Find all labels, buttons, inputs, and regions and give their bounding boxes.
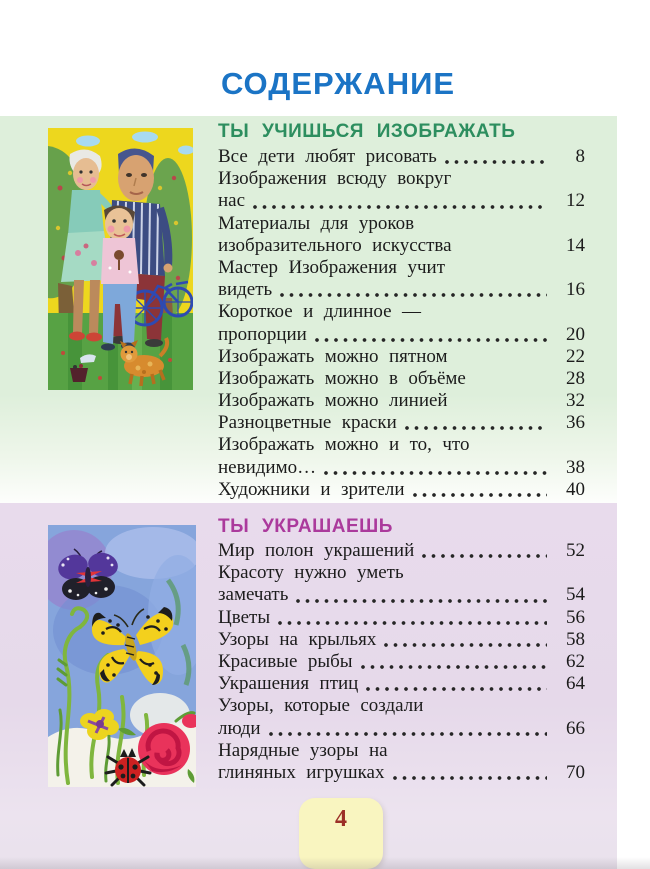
dot-leader bbox=[313, 324, 551, 346]
entry-title: нас bbox=[218, 190, 246, 212]
entry-page-number: 38 bbox=[566, 456, 585, 478]
dot-leader bbox=[410, 562, 551, 584]
toc-entry-line bbox=[218, 673, 585, 695]
entry-page-number: 12 bbox=[566, 190, 585, 212]
entry-title: Короткое и длинное — bbox=[218, 301, 422, 323]
entry-title: глиняных игрушках bbox=[218, 761, 385, 783]
entry-title: замечать bbox=[218, 584, 289, 606]
entry-page-number: 20 bbox=[566, 323, 585, 345]
dot-leader bbox=[454, 390, 551, 412]
section-you-learn-to-depict bbox=[0, 116, 617, 503]
entry-title: Узоры на крыльях bbox=[218, 628, 377, 650]
entry-page-number: 28 bbox=[566, 367, 585, 389]
toc-entry-line bbox=[218, 540, 585, 562]
entry-title: Все дети любят рисовать bbox=[218, 146, 437, 167]
family-drawing-illustration bbox=[48, 128, 193, 390]
toc-entry-line bbox=[218, 301, 585, 323]
entry-title: люди bbox=[218, 717, 261, 739]
toc-entry-line bbox=[218, 562, 585, 584]
toc-entry-line bbox=[218, 324, 585, 346]
toc-entry-line bbox=[218, 190, 585, 212]
dot-leader bbox=[458, 235, 551, 257]
dot-leader bbox=[382, 629, 551, 651]
dot-leader bbox=[472, 368, 551, 390]
entry-page-number: 54 bbox=[566, 584, 585, 606]
entry-title: Мир полон украшений bbox=[218, 540, 415, 561]
toc-entry-line bbox=[218, 257, 585, 279]
toc-entry-line bbox=[218, 168, 585, 190]
butterflies-drawing-illustration bbox=[48, 525, 196, 787]
dot-leader bbox=[420, 540, 551, 562]
entry-title: Художники и зрители bbox=[218, 478, 405, 500]
toc-entry-line bbox=[218, 651, 585, 673]
toc-entry-line bbox=[218, 390, 585, 412]
family-with-bicycle-picture bbox=[48, 128, 193, 390]
entry-page-number: 64 bbox=[566, 673, 585, 695]
entry-page-number: 40 bbox=[566, 478, 585, 500]
toc-entry-line bbox=[218, 146, 585, 168]
dot-leader bbox=[443, 146, 551, 168]
toc-entry-line bbox=[218, 740, 585, 762]
entry-title: Разноцветные краски bbox=[218, 412, 397, 434]
dot-leader bbox=[427, 301, 551, 323]
entry-title: видеть bbox=[218, 279, 273, 301]
toc-entry-line bbox=[218, 607, 585, 629]
dot-leader bbox=[454, 346, 551, 368]
toc-entry-line bbox=[218, 346, 585, 368]
dot-leader bbox=[276, 607, 551, 629]
entry-title: Красоту нужно уметь bbox=[218, 562, 404, 584]
page-number: 4 bbox=[335, 806, 347, 832]
entry-title: Изображать можно в объёме bbox=[218, 367, 466, 389]
toc-entry-line bbox=[218, 457, 585, 479]
dot-leader bbox=[359, 651, 551, 673]
entry-title: Украшения птиц bbox=[218, 673, 359, 695]
entry-page-number: 16 bbox=[566, 279, 585, 301]
toc-entry-line bbox=[218, 368, 585, 390]
section-header-you-decorate: ТЫ УКРАШАЕШЬ bbox=[218, 516, 393, 537]
entry-title: пропорции bbox=[218, 323, 307, 345]
entry-title: Узоры, которые создали bbox=[218, 695, 424, 717]
entry-title: изобразительного искусства bbox=[218, 234, 452, 256]
entry-page-number: 52 bbox=[566, 540, 585, 561]
entry-title: Изображения всюду вокруг bbox=[218, 168, 452, 190]
dot-leader bbox=[394, 740, 551, 762]
dot-leader bbox=[322, 457, 551, 479]
dot-leader bbox=[475, 434, 551, 456]
dot-leader bbox=[420, 213, 551, 235]
toc-entry-line bbox=[218, 479, 585, 501]
section-header-you-learn-to-depict: ТЫ УЧИШЬСЯ ИЗОБРАЖАТЬ bbox=[218, 121, 516, 142]
dot-leader bbox=[278, 279, 551, 301]
entry-title: Материалы для уроков bbox=[218, 212, 415, 234]
toc-entry-line bbox=[218, 584, 585, 606]
entry-title: Цветы bbox=[218, 606, 271, 628]
dot-leader bbox=[451, 257, 551, 279]
butterflies-and-flowers-picture bbox=[48, 525, 196, 787]
entry-page-number: 14 bbox=[566, 234, 585, 256]
entry-page-number: 56 bbox=[566, 606, 585, 628]
toc-rows-section-2 bbox=[218, 540, 585, 784]
toc-entry-line bbox=[218, 235, 585, 257]
entry-page-number: 8 bbox=[575, 146, 585, 167]
dot-leader bbox=[403, 412, 551, 434]
toc-entry-line bbox=[218, 718, 585, 740]
dot-leader bbox=[364, 673, 551, 695]
dot-leader bbox=[294, 584, 551, 606]
entry-title: Изображать можно линией bbox=[218, 390, 448, 412]
toc-entry-line bbox=[218, 629, 585, 651]
entry-page-number: 62 bbox=[566, 650, 585, 672]
entry-page-number: 32 bbox=[566, 390, 585, 412]
dot-leader bbox=[429, 695, 551, 717]
toc-rows-section-1 bbox=[218, 146, 585, 501]
entry-title: Красивые рыбы bbox=[218, 650, 353, 672]
entry-page-number: 36 bbox=[566, 412, 585, 434]
entry-title: Изображать можно и то, что bbox=[218, 434, 470, 456]
entry-page-number: 22 bbox=[566, 345, 585, 367]
dot-leader bbox=[267, 718, 551, 740]
toc-entry-line bbox=[218, 213, 585, 235]
dot-leader bbox=[411, 479, 551, 501]
dot-leader bbox=[391, 762, 552, 784]
entry-page-number: 66 bbox=[566, 717, 585, 739]
dot-leader bbox=[457, 168, 551, 190]
toc-entry-line bbox=[218, 434, 585, 456]
entry-title: Изображать можно пятном bbox=[218, 345, 448, 367]
entry-page-number: 58 bbox=[566, 628, 585, 650]
toc-entry-line bbox=[218, 762, 585, 784]
toc-entry-line bbox=[218, 695, 585, 717]
toc-entry-line bbox=[218, 279, 585, 301]
dot-leader bbox=[251, 190, 551, 212]
page-title: СОДЕРЖАНИЕ bbox=[220, 66, 456, 101]
toc-entry-line bbox=[218, 412, 585, 434]
entry-page-number: 70 bbox=[566, 761, 585, 783]
entry-title: Мастер Изображения учит bbox=[218, 256, 446, 278]
entry-title: невидимо… bbox=[218, 456, 317, 478]
page-number-tab bbox=[299, 798, 383, 869]
entry-title: Нарядные узоры на bbox=[218, 739, 388, 761]
